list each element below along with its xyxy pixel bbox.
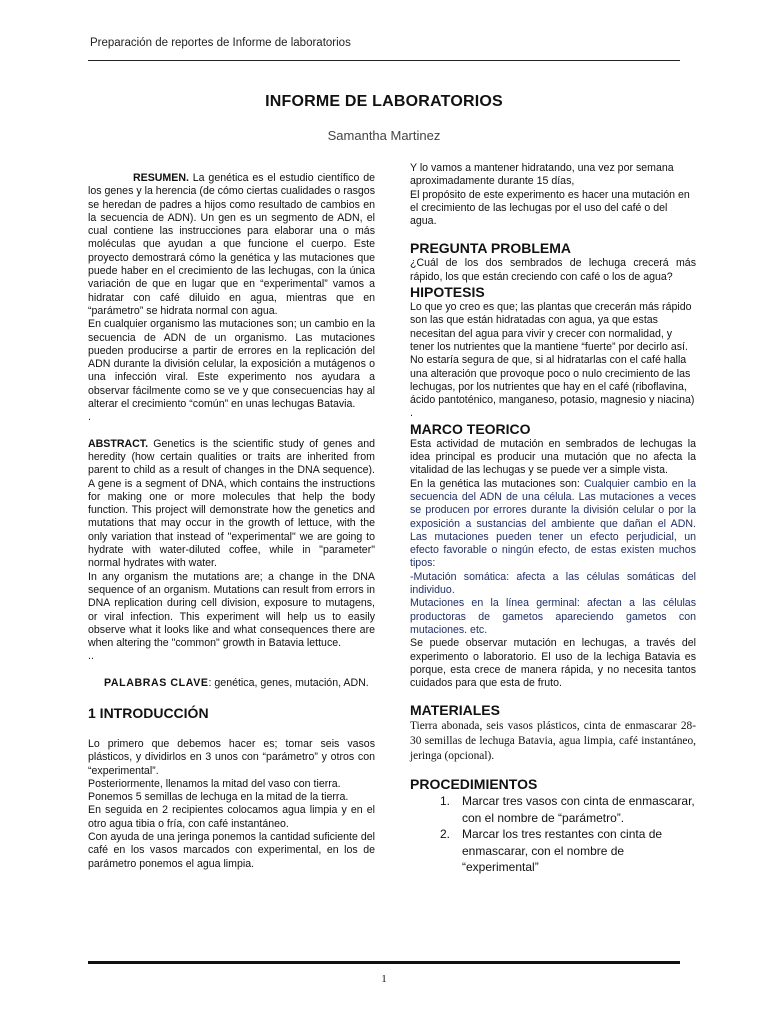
hypothesis-paragraph: No estaría segura de que, si al hidratarlas con el café halla una alteración que provoque poco o nulo crecimiento de las lechugas, por los nutrientes que hay en el café (riboflavina, ácido pantoténico, manganeso, potasio, magnesio y niacina) [410,354,695,407]
framework-intro: Esta actividad de mutación en sembrados de lechugas la idea principal es producir una mutación que no afecta la vitalidad de las lechugas y se puede ver a simple vista. [410,437,696,477]
intro-paragraph: En seguida en 2 recipientes colocamos agua limpia y en el otro agua tibia o fría, con café instantáneo. [88,804,375,830]
intro-paragraph: Con ayuda de una jeringa ponemos la cantidad suficiente del café en los vasos marcados con experimental, en los de parámetro ponemos el agua limpia. [88,831,375,870]
intro-paragraph: Posteriormente, llenamos la mitad del vaso con tierra. [88,777,341,790]
abstract-paragraph-2: In any organism the mutations are; a change in the DNA sequence of an organism. Mutations can result from errors in DNA replication during cell division, exposure to mutagens, or viral infection. This experiment will help us to easily observe what it looks like and what consequences there are when altering the "common" growth in Batavia lettuce. [88,570,375,650]
step-number: 2. [439,827,450,842]
intro-paragraph: Lo primero que debemos hacer es; tomar seis vasos plásticos, y dividirlos en 3 unos con “parámetro” y otros con “experimental”. [88,737,375,777]
resumen-paragraph-2: En cualquier organismo las mutaciones son; un cambio en la secuencia de ADN de un organismo. Las mutaciones pueden producirse a partir de errores en la replicación del ADN durante la división celular, la exposición a mutágenos o una infección viral. Este experimento nos ayudara a observar fácilmente como se ve y que consecuencias hay al alterar el crecimiento “común” en unas lechugas Batavia. [88,318,375,411]
page-number: 1 [381,973,387,985]
procedures-list [410,793,696,876]
document-title: INFORME DE LABORATORIOS [265,93,503,110]
resumen-body: La genética es el estudio científico de los genes y la herencia (de cómo ciertas cualidades o rasgos se heredan de padres a hijos como resultado de cambios en la secuencia de ADN). Un gen es un segmento de ADN, el cual contiene las instrucciones para elaborar una o más moléculas que ayudan a que funcione el cuerpo. Este proyecto demostrará cómo la genética y las mutaciones que puede haber en el crecimiento de las lechugas, con la única variación de que en lugar que en “experimental” vamos a hidratar con café diluido en agua, mientras que en “parámetro” se hidrata normal con agua. [88,172,375,317]
procedure-step [410,793,696,826]
framework-mut-prefix: En la genética las mutaciones son: [410,477,584,490]
keywords-lead: PALABRAS CLAVE [104,676,209,689]
intro-continued: Y lo vamos a mantener hidratando, una vez por semana aproximadamente durante 15 días, [410,162,674,188]
keywords-body: : genética, genes, mutación, ADN. [208,676,369,689]
abstract-body: Genetics is the scientific study of genes and heredity (how certain qualities or traits are inherited from parent to child as a result of changes in the DNA sequence). A gene is a segment of DNA, which contains the instructions for making one or more molecules that help the body function. This project will demonstrate how the genetics and mutations that may occur in the growth of lettuce, with the only variation that instead of "experimental" we are going to hydrate with water-diluted coffee, while in "parameter" normal hydrates with water. [88,437,375,570]
resumen-lead: RESUMEN. [133,172,189,184]
framework-mut-definition: Cualquier cambio en la secuencia del ADN de una célula. Las mutaciones a veces se producen por errores durante la división celular o por la exposición a sustancias del ambiente que dañan el ADN. Las mutaciones pueden tener un efecto perjudicial, un efecto favorable o ningún efecto, de estas existen muchos tipos: [410,477,696,570]
step-number: 1. [439,794,450,809]
procedures-heading: PROCEDIMIENTOS [410,776,538,793]
resumen-dot: . [88,411,91,424]
left-column [88,172,375,871]
intro-paragraph: Ponemos 5 semillas de lechuga en la mitad de la tierra. [88,791,349,804]
step-text: Marcar tres vasos con cinta de enmascarar, con el nombre de “parámetro”. [462,794,695,825]
framework-germline: Mutaciones en la línea germinal: afectan a las células productoras de gametos apareciendo gametos con mutaciones. etc. [410,597,696,636]
materials-body: Tierra abonada, seis vasos plásticos, cinta de enmascarar 28-30 semillas de lechuga Batavia, agua limpia, café instantáneo, jeringa (opcional). [410,720,696,763]
intro-heading: 1 INTRODUCCIÓN [88,704,209,721]
abstract-dots: .. [88,650,94,663]
question-body: ¿Cuál de los dos sembrados de lechuga crecerá más rápido, los que están creciendo con café o los de agua? [410,257,696,283]
resumen-paragraph [88,172,375,318]
framework-somatic: -Mutación somática: afecta a las células somáticas del individuo. [410,570,696,597]
hypothesis-paragraph: Lo que yo creo es que; las plantas que crecerán más rápido son las que están hidratadas con agua, ya que estas necesitan del agua para vivir y crecer con normalidad, y tener los nutrientes que la mantiene “fuerte” por decirlo así. [410,301,692,353]
right-column [410,162,696,876]
running-header: Preparación de reportes de Informe de laboratorios [90,37,351,49]
hypothesis-dot: . [410,407,413,420]
question-heading: PREGUNTA PROBLEMA [410,240,571,257]
footer-rule [88,961,680,964]
author-name: Samantha Martinez [327,128,441,143]
framework-heading: MARCO TEORICO [410,420,531,437]
materials-heading: MATERIALES [410,702,500,719]
intro-continued: El propósito de este experimento es hacer una mutación en el crecimiento de las lechugas por el uso del café o del agua. [410,188,690,228]
procedure-step [410,826,696,876]
header-rule [88,60,680,61]
abstract-lead: ABSTRACT. [88,437,149,450]
framework-closing: Se puede observar mutación en lechugas, a través del experimento o laboratorio. El uso de la lechiga Batavia es porque, esta crece de manera rápida, y no necesita tantos cuidados para que esta de fruto. [410,637,696,690]
framework-mutation [410,478,696,571]
step-text: Marcar los tres restantes con cinta de enmascarar, con el nombre de “experimental” [462,827,663,875]
hypothesis-heading: HIPOTESIS [410,284,485,301]
abstract-paragraph [88,438,375,571]
keywords-paragraph [88,677,375,690]
